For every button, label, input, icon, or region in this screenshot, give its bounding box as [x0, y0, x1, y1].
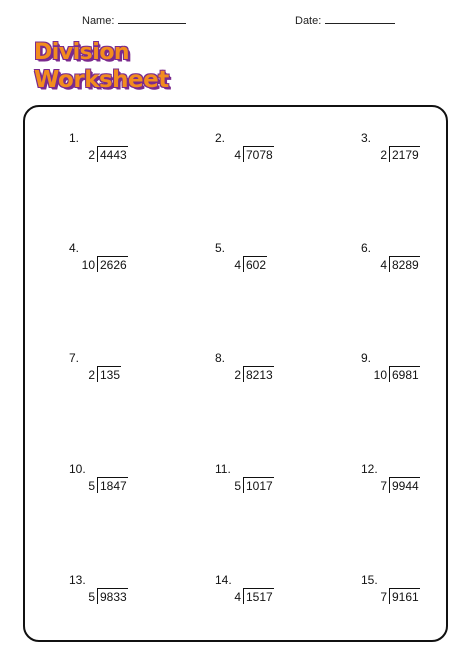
dividend: 135 — [97, 366, 121, 382]
problem-number: 6. — [361, 241, 372, 255]
long-division-expression — [81, 146, 128, 162]
long-division-expression — [227, 477, 274, 493]
long-division-expression — [81, 256, 128, 272]
dividend: 1517 — [243, 588, 274, 604]
name-blank-line[interactable] — [118, 14, 186, 24]
long-division-expression — [81, 477, 128, 493]
dividend: 1847 — [97, 477, 128, 493]
problem-number: 10. — [69, 462, 86, 476]
divisor: 5 — [88, 590, 95, 604]
dividend: 8213 — [243, 366, 274, 382]
divisor: 4 — [234, 590, 241, 604]
dividend: 2626 — [97, 256, 128, 272]
problem-number: 1. — [69, 131, 80, 145]
divisor: 2 — [88, 148, 95, 162]
dividend: 4443 — [97, 146, 128, 162]
divisor: 4 — [234, 148, 241, 162]
divisor: 2 — [234, 368, 241, 382]
long-division-expression — [373, 256, 420, 272]
divisor: 10 — [81, 258, 95, 272]
dividend: 1017 — [243, 477, 274, 493]
divisor: 2 — [88, 368, 95, 382]
long-division-expression — [227, 146, 274, 162]
long-division-expression — [373, 477, 420, 493]
dividend: 9944 — [389, 477, 420, 493]
problem-number: 5. — [215, 241, 226, 255]
date-blank-line[interactable] — [325, 14, 395, 24]
divisor: 5 — [234, 479, 241, 493]
name-field[interactable] — [82, 14, 186, 27]
name-label: Name: — [82, 15, 115, 27]
long-division-expression — [227, 366, 274, 382]
problem-number: 9. — [361, 351, 372, 365]
problem-number: 15. — [361, 573, 378, 587]
problem-number: 14. — [215, 573, 232, 587]
worksheet-title-line2: Worksheet — [34, 67, 169, 93]
problem-number: 12. — [361, 462, 378, 476]
long-division-expression — [81, 588, 128, 604]
dividend: 2179 — [389, 146, 420, 162]
problem-number: 13. — [69, 573, 86, 587]
divisor: 10 — [373, 368, 387, 382]
dividend: 6981 — [389, 366, 420, 382]
long-division-expression — [227, 256, 267, 272]
dividend: 8289 — [389, 256, 420, 272]
problem-number: 8. — [215, 351, 226, 365]
dividend: 602 — [243, 256, 267, 272]
date-field[interactable] — [295, 14, 395, 27]
divisor: 7 — [380, 479, 387, 493]
problem-number: 7. — [69, 351, 80, 365]
long-division-expression — [373, 366, 420, 382]
dividend: 9161 — [389, 588, 420, 604]
divisor: 2 — [380, 148, 387, 162]
divisor: 7 — [380, 590, 387, 604]
problem-number: 11. — [215, 462, 231, 476]
date-label: Date: — [295, 15, 322, 27]
problem-number: 4. — [69, 241, 80, 255]
divisor: 4 — [380, 258, 387, 272]
worksheet-title-line1: Division — [34, 40, 130, 65]
long-division-expression — [373, 588, 420, 604]
dividend: 7078 — [243, 146, 274, 162]
long-division-expression — [81, 366, 121, 382]
divisor: 4 — [234, 258, 241, 272]
long-division-expression — [373, 146, 420, 162]
dividend: 9833 — [97, 588, 128, 604]
problem-number: 2. — [215, 131, 226, 145]
long-division-expression — [227, 588, 274, 604]
divisor: 5 — [88, 479, 95, 493]
problem-number: 3. — [361, 131, 372, 145]
problems-card — [23, 105, 448, 642]
